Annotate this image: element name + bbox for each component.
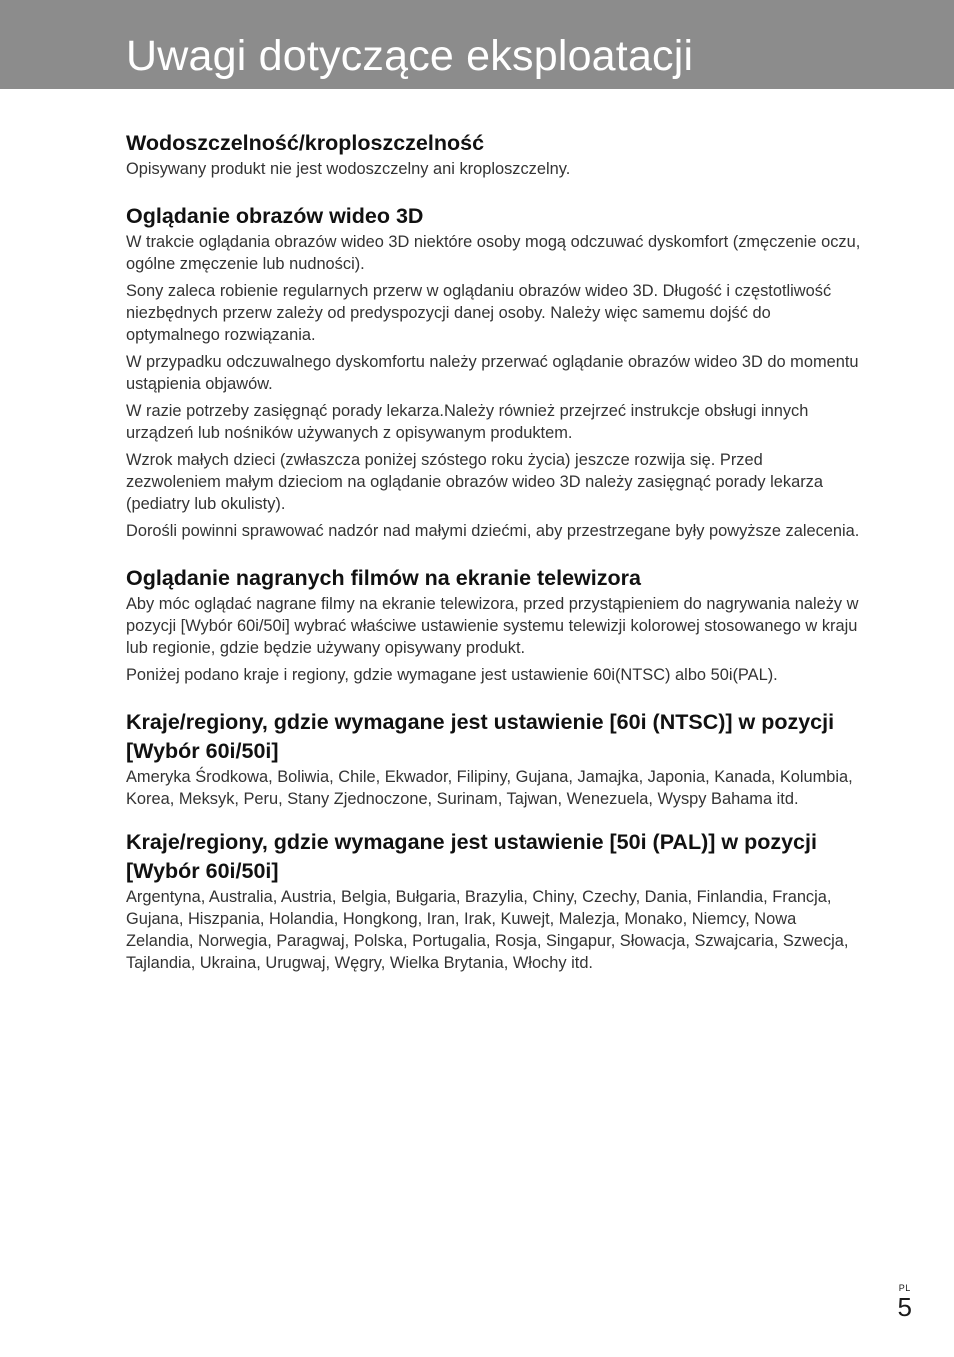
section-heading: Oglądanie nagranych filmów na ekranie telewizora bbox=[126, 566, 641, 590]
section-heading: Kraje/regiony, gdzie wymagane jest ustawienie [60i (NTSC)] w pozycji [Wybór 60i/50i] bbox=[126, 710, 835, 763]
section-heading: Wodoszczelność/kroploszczelność bbox=[126, 131, 485, 155]
paragraph: Argentyna, Australia, Austria, Belgia, Bułgaria, Brazylia, Chiny, Czechy, Dania, Finlandia, Francja, Gujana, Hiszpania, Holandia, Hongkong, Iran, Irak, Kuwejt, Malezja, Monako, Niemcy, Nowa Zelandia, Norwegia, Paragwaj, Polska, Portugalia, Rosja, Singapur, Słowacja, Szwajcaria, Szwecja, Tajlandia, Ukraina, Urugwaj, Węgry, Wielka Brytania, Włochy itd. bbox=[126, 888, 849, 972]
page-number: 5 bbox=[897, 1292, 912, 1322]
paragraph: Opisywany produkt nie jest wodoszczelny ani kroploszczelny. bbox=[126, 160, 571, 178]
paragraph: Sony zaleca robienie regularnych przerw w oglądaniu obrazów wideo 3D. Długość i częstotliwość niezbędnych przerw zależy od predyspozycji danej osoby. Należy więc samemu dojść do optymalnego rozwiązania. bbox=[126, 282, 832, 344]
paragraph: W trakcie oglądania obrazów wideo 3D niektóre osoby mogą odczuwać dyskomfort (zmęczenie oczu, ogólne zmęczenie lub nudności). bbox=[126, 233, 861, 273]
page-content bbox=[126, 129, 861, 996]
section-waterproof bbox=[126, 129, 861, 180]
paragraph: W przypadku odczuwalnego dyskomfortu należy przerwać oglądanie obrazów wideo 3D do momentu ustąpienia objawów. bbox=[126, 353, 859, 393]
section-heading: Kraje/regiony, gdzie wymagane jest ustawienie [50i (PAL)] w pozycji [Wybór 60i/50i] bbox=[126, 830, 817, 883]
paragraph: Dorośli powinni sprawować nadzór nad małymi dziećmi, aby przestrzegane były powyższe zalecenia. bbox=[126, 522, 860, 540]
language-code: PL bbox=[898, 1283, 911, 1293]
paragraph: Poniżej podano kraje i regiony, gdzie wymagane jest ustawienie 60i(NTSC) albo 50i(PAL). bbox=[126, 666, 778, 684]
paragraph: Ameryka Środkowa, Boliwia, Chile, Ekwador, Filipiny, Gujana, Jamajka, Japonia, Kanada, Kolumbia, Korea, Meksyk, Peru, Stany Zjednoczone, Surinam, Tajwan, Wenezuela, Wyspy Bahama itd. bbox=[126, 768, 853, 808]
paragraph: Wzrok małych dzieci (zwłaszcza poniżej szóstego roku życia) jeszcze rozwija się. Przed zezwoleniem małym dzieciom na oglądanie obrazów wideo 3D należy zasięgnąć porady lekarza (pediatry lub okulisty). bbox=[126, 451, 823, 513]
paragraph: W razie potrzeby zasięgnąć porady lekarza.Należy również przejrzeć instrukcje obsługi innych urządzeń lub nośników używanych z opisywanym produktem. bbox=[126, 402, 809, 442]
section-tv-playback bbox=[126, 564, 861, 686]
page-title: Uwagi dotyczące eksploatacji bbox=[126, 32, 694, 80]
section-pal-regions bbox=[126, 828, 861, 974]
section-3d-video bbox=[126, 202, 861, 542]
section-heading: Oglądanie obrazów wideo 3D bbox=[126, 204, 424, 228]
paragraph: Aby móc oglądać nagrane filmy na ekranie telewizora, przed przystąpieniem do nagrywania należy w pozycji [Wybór 60i/50i] wybrać właściwe ustawienie systemu telewizji kolorowej stosowanego w kraju lub regionie, gdzie będzie używany opisywany produkt. bbox=[126, 595, 859, 657]
section-ntsc-regions bbox=[126, 708, 861, 810]
page-footer bbox=[898, 1283, 912, 1321]
